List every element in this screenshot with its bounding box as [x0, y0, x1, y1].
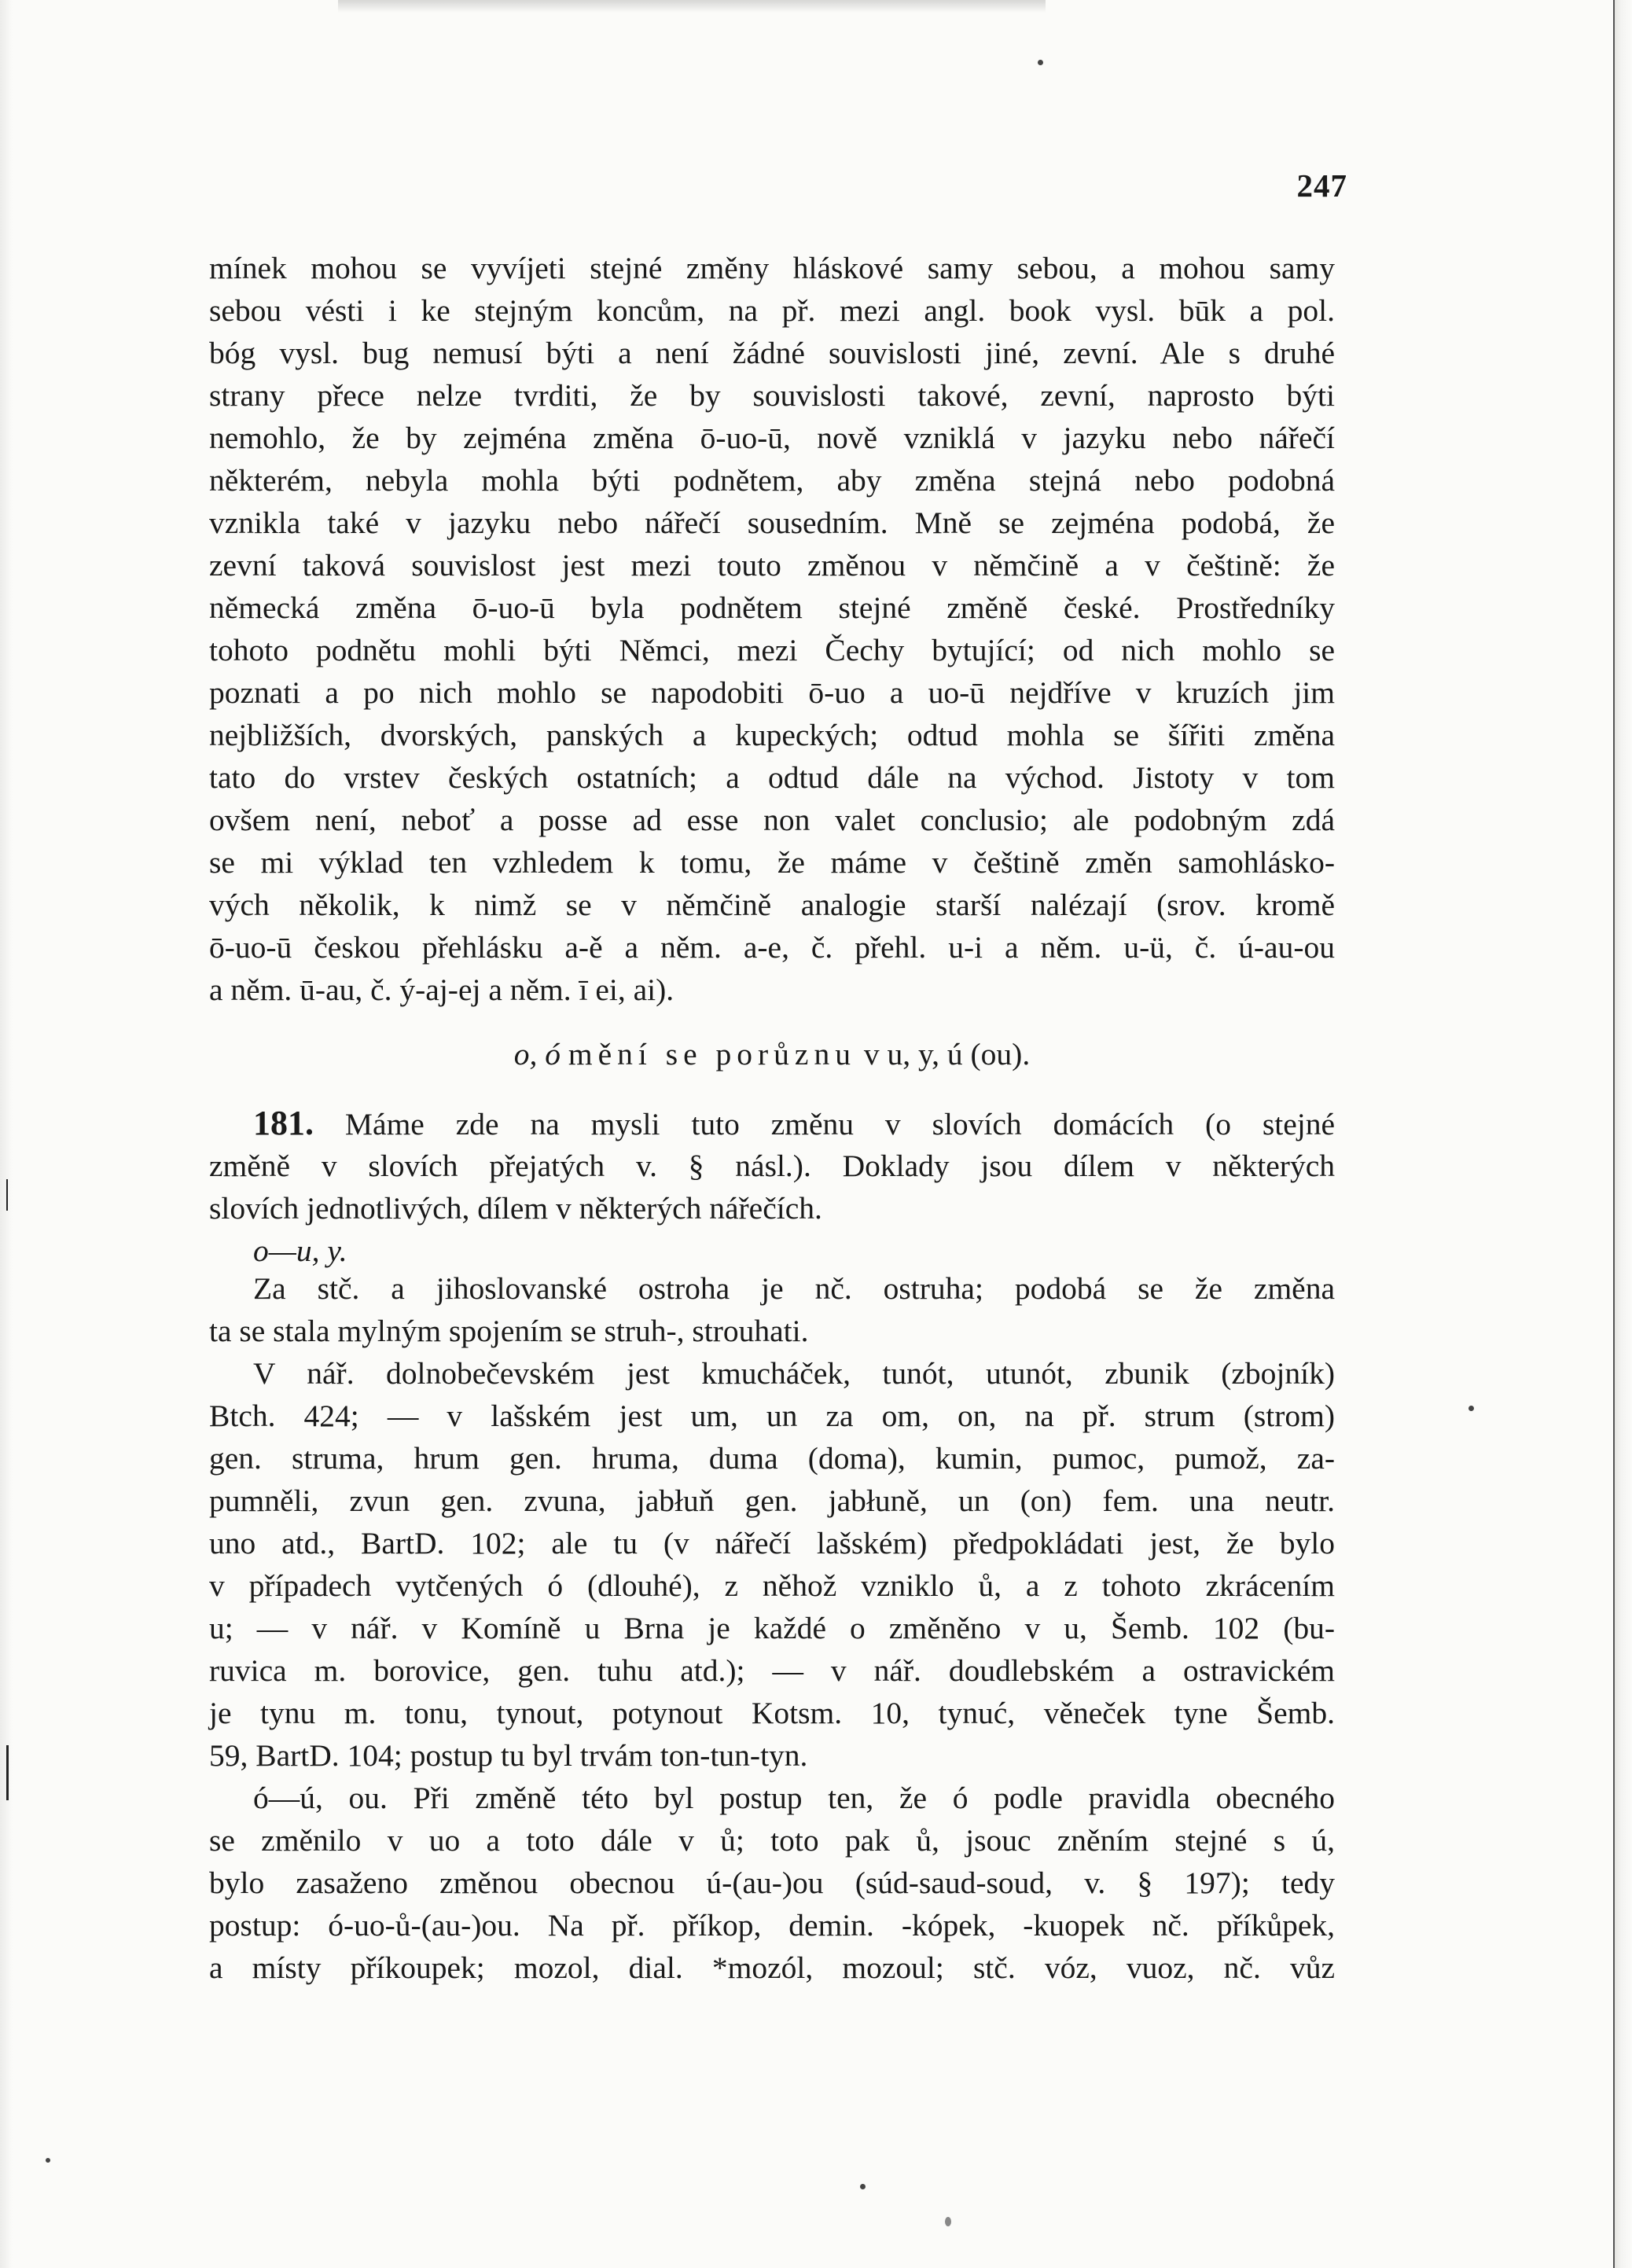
text-line: vých několik, k nimž se v němčině analogie starší nalézají (srov. kromě	[209, 888, 1335, 922]
text-line: se změnilo v uo a toto dále v ů; toto pak ů, jsouc zněním stejné s ú,	[209, 1823, 1335, 1858]
scan-speck	[860, 2184, 866, 2189]
text-line: vznikla také v jazyku nebo nářečí sousedním. Mně se zejména podobá, že	[209, 505, 1335, 540]
text-line: bóg vysl. bug nemusí býti a není žádné souvislosti jiné, zevní. Ale s druhé	[209, 336, 1335, 370]
scan-speck	[1038, 60, 1043, 65]
text-line: některém, nebyla mohla býti podnětem, aby změna stejná nebo podobná	[209, 463, 1335, 498]
page-right-edge	[1615, 0, 1632, 2268]
text-line: sebou vésti i ke stejným koncům, na př. mezi angl. book vysl. būk a pol.	[209, 293, 1335, 328]
text-line: ó—ú, ou. Při změně této byl postup ten, že ó podle pravidla obecného	[253, 1781, 1335, 1815]
text-line: mínek mohou se vyvíjeti stejné změny hláskové samy sebou, a mohou samy	[209, 251, 1335, 285]
text-line: strany přece nelze tvrditi, že by souvislosti takové, zevní, naprosto býti	[209, 378, 1335, 413]
text-line: ruvica m. borovice, gen. tuhu atd.); — v nář. doudlebském a ostravickém	[209, 1653, 1335, 1688]
text-line: Za stč. a jihoslovanské ostroha je nč. ostruha; podobá se že změna	[253, 1271, 1335, 1306]
text-line: v případech vytčených ó (dlouhé), z něhož vzniklo ů, a z tohoto zkrácením	[209, 1568, 1335, 1603]
text-line: V nář. dolnobečevském jest kmucháček, tunót, utunót, zbunik (zbojník)	[253, 1356, 1335, 1391]
heading-vowels: o, ó	[513, 1037, 561, 1072]
text-line: je tynu m. tonu, tynout, potynout Kotsm. 10, tynuć, věneček tyne Šemb.	[209, 1696, 1335, 1730]
text-line: u; — v nář. v Komíně u Brna je každé o změněno v u, Šemb. 102 (bu-	[209, 1611, 1335, 1645]
scan-speck	[1468, 1406, 1474, 1411]
text-line: a něm. ū-au, č. ý-aj-ej a něm. ī ei, ai).	[209, 972, 674, 1007]
text-line: poznati a po nich mohlo se napodobiti ō-uo a uo-ū nejdříve v kruzích jim	[209, 675, 1335, 710]
text-line: uno atd., BartD. 102; ale tu (v nářečí lašském) předpokládati jest, že bylo	[209, 1526, 1335, 1560]
page-number: 247	[1296, 167, 1347, 204]
text-line: ō-uo-ū českou přehlásku a-ě a něm. a-e, č. přehl. u-i a něm. u-ü, č. ú-au-ou	[209, 930, 1335, 965]
text-line: ovšem není, neboť a posse ad esse non valet conclusio; ale podobným zdá	[209, 803, 1335, 837]
text-line: ta se stala mylným spojením se struh-, strouhati.	[209, 1314, 809, 1348]
heading-targets: v u, y, ú (ou).	[863, 1037, 1031, 1072]
page-right-border	[1613, 0, 1615, 2268]
text-line: slovích jednotlivých, dílem v některých nářečích.	[209, 1191, 822, 1226]
text-line: tohoto podnětu mohli býti Němci, mezi Čechy bytující; od nich mohlo se	[209, 633, 1335, 667]
text-line: pumněli, zvun gen. zvuna, jabłuň gen. jabłuně, un (on) fem. una neutr.	[209, 1483, 1335, 1518]
text-line: zevní taková souvislost jest mezi touto změnou v němčině a v češtině: že	[209, 548, 1335, 583]
text-line: nejbližších, dvorských, panských a kupeckých; odtud mohla se šířiti změna	[209, 718, 1335, 752]
text-line: a místy příkoupek; mozol, dial. *mozól, mozoul; stč. vóz, vuoz, nč. vůz	[209, 1950, 1335, 1985]
text-line: Btch. 424; — v lašském jest um, un za om, on, na př. strum (strom)	[209, 1399, 1335, 1433]
text-line: postup: ó-uo-ů-(au-)ou. Na př. příkop, demin. -kópek, -kuopek nč. příkůpek,	[209, 1908, 1335, 1943]
heading-text: mění se porůznu	[568, 1037, 856, 1072]
text-line: německá změna ō-uo-ū byla podnětem stejné změně české. Prostředníky	[209, 590, 1335, 625]
page-left-edge	[0, 0, 13, 2268]
text-line: bylo zasaženo změnou obecnou ú-(au-)ou (súd-saud-soud, v. § 197); tedy	[209, 1865, 1335, 1900]
text-line: nemohlo, že by zejména změna ō-uo-ū, nově vzniklá v jazyku nebo nářečí	[209, 421, 1335, 455]
section-181-text: Máme zde na mysli tuto změnu v slovích domácích (o stejné	[344, 1107, 1336, 1141]
text-line: tato do vrstev českých ostatních; a odtud dále na východ. Jistoty v tom	[209, 760, 1335, 795]
left-margin-mark	[6, 1179, 8, 1211]
top-scan-shadow	[338, 0, 1046, 13]
section-181-first-line	[209, 1104, 1335, 1145]
text-line: 59, BartD. 104; postup tu byl trvám ton-tun-tyn.	[209, 1738, 808, 1773]
section-number: 181.	[253, 1104, 314, 1142]
scan-speck	[945, 2217, 951, 2226]
section-heading	[209, 1035, 1335, 1074]
text-line: se mi výklad ten vzhledem k tomu, že máme v češtině změn samohlásko-	[209, 845, 1335, 880]
scan-speck	[46, 2158, 50, 2163]
subheading-o-u: o—u, y.	[253, 1233, 347, 1268]
left-margin-mark	[6, 1745, 9, 1800]
text-line: změně v slovích přejatých v. § násl.). Doklady jsou dílem v některých	[209, 1149, 1335, 1183]
text-line: gen. struma, hrum gen. hruma, duma (doma), kumin, pumoc, pumož, za-	[209, 1441, 1335, 1476]
